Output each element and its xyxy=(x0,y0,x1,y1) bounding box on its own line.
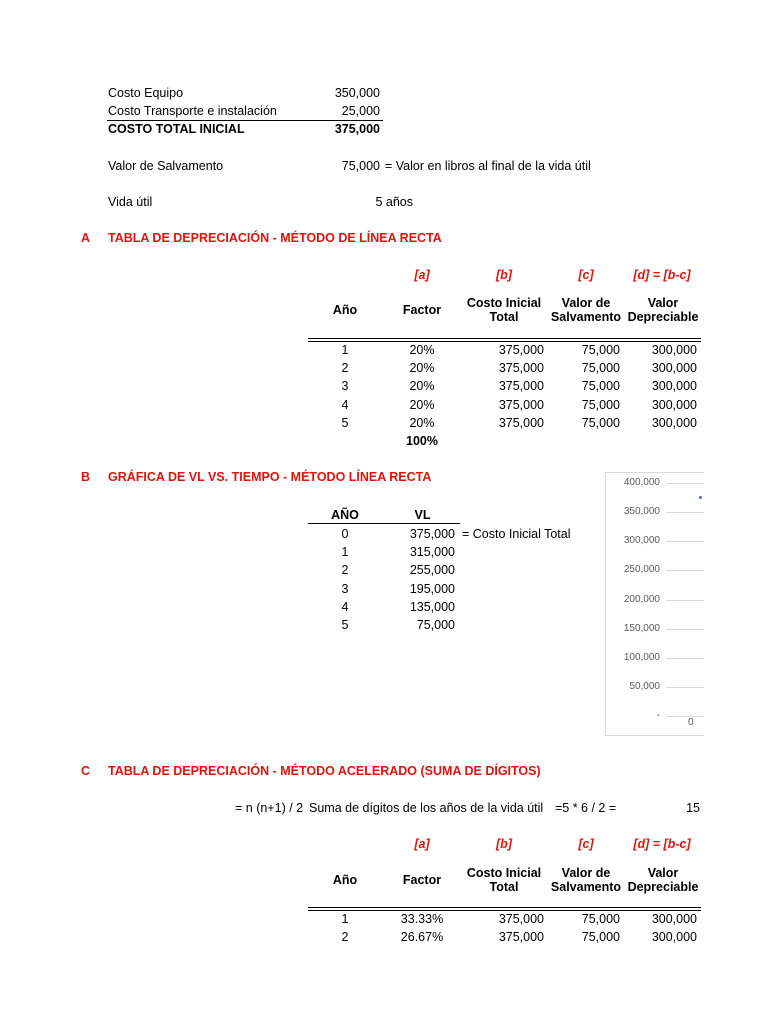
table-cell-anio: 2 xyxy=(341,930,349,945)
table-cell-depreciable: 300,000 xyxy=(651,379,697,394)
header-costo: Costo Inicial Total xyxy=(466,296,542,324)
table-cell-salvamento: 75,000 xyxy=(581,415,620,430)
table-cell-depreciable: 300,000 xyxy=(651,397,697,412)
factor-total: 100% xyxy=(406,434,438,448)
section-c-title: TABLA DE DEPRECIACIÓN - MÉTODO ACELERADO (SUMA DE DÍGITOS) xyxy=(108,764,541,778)
table-cell-salvamento: 75,000 xyxy=(581,912,620,926)
formula-result: 15 xyxy=(686,801,700,815)
section-b-letter: B xyxy=(81,470,91,484)
formula-calc: =5 * 6 / 2 = xyxy=(555,801,617,815)
table-cell-costo: 375,000 xyxy=(498,397,544,412)
vl-cell-anio: 0 xyxy=(341,527,349,541)
chart-y-tick: 400,000 xyxy=(623,477,660,488)
vl-cell-value: 75,000 xyxy=(416,618,455,632)
col-tag-a: [a] xyxy=(414,268,430,282)
table-cell-anio: 5 xyxy=(341,415,349,430)
table-cell-depreciable: 300,000 xyxy=(651,361,697,376)
col-tag-c: [c] xyxy=(578,268,594,282)
table-cell-costo: 375,000 xyxy=(498,930,544,945)
vl-cell-anio: 1 xyxy=(341,545,349,560)
section-c-letter: C xyxy=(81,764,91,778)
section-b-title: GRÁFICA DE VL VS. TIEMPO - MÉTODO LÍNEA RECTA xyxy=(108,470,432,484)
table-cell-depreciable: 300,000 xyxy=(651,912,697,926)
vl-note: = Costo Inicial Total xyxy=(462,527,571,541)
salvamento-note: = Valor en libros al final de la vida útil xyxy=(385,159,591,173)
c-header-depreciable: Valor Depreciable xyxy=(627,866,699,894)
table-cell-anio: 1 xyxy=(341,912,349,926)
table-cell-anio: 3 xyxy=(341,379,349,394)
vl-header-rule xyxy=(308,523,460,524)
costo-equipo-value: 350,000 xyxy=(334,86,380,100)
chart-y-tick: 50,000 xyxy=(629,680,660,692)
table-cell-anio: 1 xyxy=(341,343,349,357)
formula-description: Suma de dígitos de los años de la vida útil xyxy=(309,801,544,815)
vl-chart xyxy=(605,472,704,736)
c-col-tag-b: [b] xyxy=(496,837,512,851)
chart-gridline xyxy=(666,570,704,571)
col-tag-d: [d] = [b-c] xyxy=(633,268,691,282)
transporte-value: 25,000 xyxy=(341,104,380,118)
table-cell-salvamento: 75,000 xyxy=(581,930,620,945)
vl-cell-value: 135,000 xyxy=(409,599,455,614)
vl-cell-anio: 4 xyxy=(341,599,349,614)
total-value: 375,000 xyxy=(334,122,380,136)
chart-y-tick: 100,000 xyxy=(623,651,660,663)
table-cell-anio: 4 xyxy=(341,397,349,412)
chart-gridline xyxy=(666,658,704,659)
table-cell-factor: 20% xyxy=(409,361,435,376)
c-header-salvamento: Valor de Salvamento xyxy=(550,866,622,894)
total-label: COSTO TOTAL INICIAL xyxy=(108,122,245,136)
table-cell-factor: 20% xyxy=(409,379,435,394)
header-depreciable: Valor Depreciable xyxy=(627,296,699,324)
table-cell-salvamento: 75,000 xyxy=(581,343,620,357)
vida-label: Vida útil xyxy=(108,195,153,209)
vl-cell-value: 195,000 xyxy=(409,581,455,596)
chart-y-tick: 300,000 xyxy=(623,535,660,547)
section-a-letter: A xyxy=(81,231,91,245)
table-cell-depreciable: 300,000 xyxy=(651,415,697,430)
header-anio: Año xyxy=(332,303,358,317)
table-cell-depreciable: 300,000 xyxy=(651,930,697,945)
chart-x-tick-0: 0 xyxy=(688,717,694,728)
vl-cell-anio: 5 xyxy=(341,618,349,632)
salvamento-value: 75,000 xyxy=(341,159,380,173)
table-cell-factor: 20% xyxy=(409,397,435,412)
table-cell-costo: 375,000 xyxy=(498,912,544,926)
chart-y-tick: 250,000 xyxy=(623,564,660,576)
table-cell-factor: 20% xyxy=(409,415,435,430)
table-cell-depreciable: 300,000 xyxy=(651,343,697,357)
table-cell-costo: 375,000 xyxy=(498,343,544,357)
chart-point xyxy=(699,496,702,499)
vl-cell-value: 255,000 xyxy=(409,563,455,578)
chart-gridline xyxy=(666,687,704,688)
transporte-label: Costo Transporte e instalación xyxy=(108,104,277,118)
chart-y-tick: 200,000 xyxy=(623,593,660,605)
chart-y-tick: 350,000 xyxy=(623,506,660,518)
chart-gridline xyxy=(666,600,704,601)
c-header-factor: Factor xyxy=(402,873,442,887)
formula-left: = n (n+1) / 2 xyxy=(235,801,304,815)
table-cell-factor: 33.33% xyxy=(400,912,444,926)
vl-header-anio: AÑO xyxy=(331,508,359,522)
table-cell-salvamento: 75,000 xyxy=(581,397,620,412)
c-col-tag-c: [c] xyxy=(578,837,594,851)
table-cell-factor: 20% xyxy=(409,343,435,357)
chart-y-tick: - xyxy=(656,710,660,721)
chart-gridline xyxy=(666,483,704,484)
chart-gridline xyxy=(666,541,704,542)
chart-gridline xyxy=(666,512,704,513)
header-factor: Factor xyxy=(402,303,442,317)
vl-cell-anio: 2 xyxy=(341,563,349,578)
table-cell-salvamento: 75,000 xyxy=(581,361,620,376)
vl-cell-anio: 3 xyxy=(341,581,349,596)
table-cell-anio: 2 xyxy=(341,361,349,376)
col-tag-b: [b] xyxy=(496,268,512,282)
table-cell-costo: 375,000 xyxy=(498,415,544,430)
c-header-costo: Costo Inicial Total xyxy=(466,866,542,894)
vida-value: 5 años xyxy=(375,195,413,209)
c-col-tag-a: [a] xyxy=(414,837,430,851)
c-col-tag-d: [d] = [b-c] xyxy=(633,837,691,851)
header-salvamento: Valor de Salvamento xyxy=(550,296,622,324)
table-cell-costo: 375,000 xyxy=(498,379,544,394)
salvamento-label: Valor de Salvamento xyxy=(108,159,224,173)
table-cell-costo: 375,000 xyxy=(498,361,544,376)
vl-cell-value: 375,000 xyxy=(409,527,455,541)
chart-gridline xyxy=(666,629,704,630)
chart-y-tick: 150,000 xyxy=(623,622,660,634)
table-cell-salvamento: 75,000 xyxy=(581,379,620,394)
costo-equipo-label: Costo Equipo xyxy=(108,86,184,100)
c-header-anio: Año xyxy=(332,873,358,887)
vl-cell-value: 315,000 xyxy=(409,545,455,560)
vl-header-vl: VL xyxy=(414,508,431,522)
section-a-title: TABLA DE DEPRECIACIÓN - MÉTODO DE LÍNEA RECTA xyxy=(108,231,442,245)
table-cell-factor: 26.67% xyxy=(400,930,444,945)
